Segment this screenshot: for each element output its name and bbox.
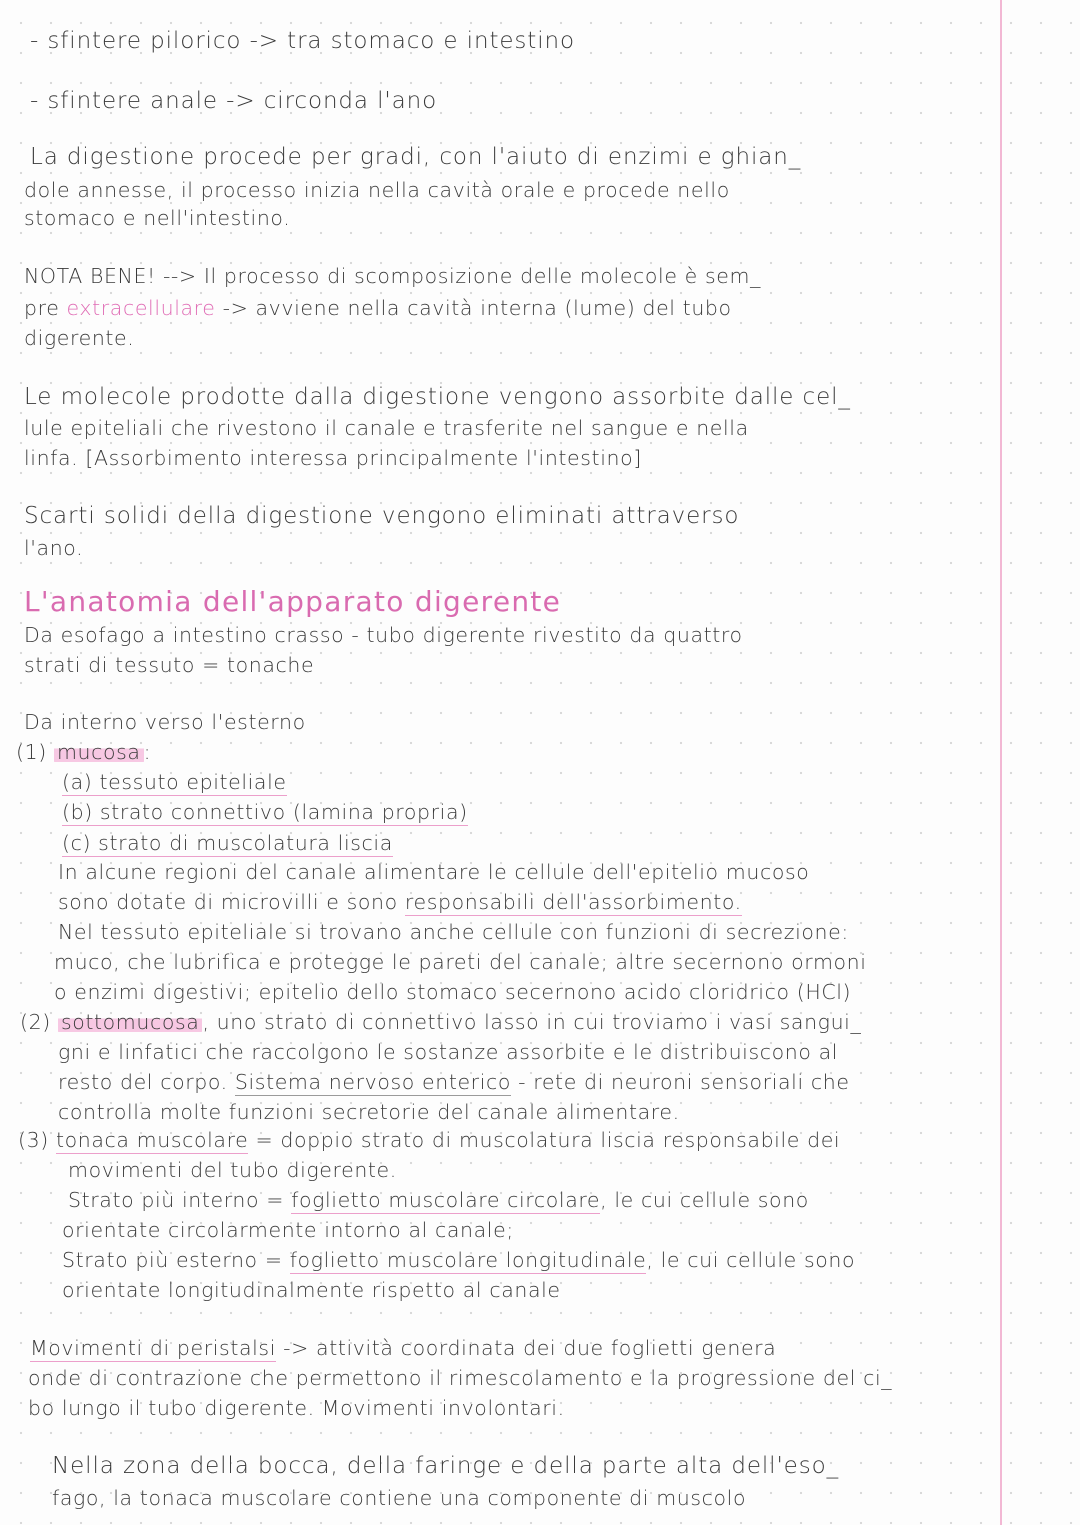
note-line	[62, 772, 287, 793]
note-text: :	[143, 740, 152, 764]
note-line: Nel tessuto epiteliale si trovano anche cellule con funzioni di secrezione:	[58, 920, 849, 944]
note-line: orientate longitudinalmente rispetto al canale	[62, 1278, 561, 1302]
note-line: In alcune regioni del canale alimentare le cellule dell'epitelio mucoso	[58, 860, 810, 884]
note-line: muco, che lubrifica e protegge le pareti del canale; altre secernono ormoni	[54, 950, 867, 974]
term-mucosa: mucosa	[54, 740, 144, 764]
note-line: orientate circolarmente intorno al canale;	[62, 1218, 514, 1242]
sub-item: (b) strato connettivo (lamina propria)	[62, 800, 468, 824]
list-number: (3)	[18, 1128, 49, 1152]
note-text: , le cui cellule sono	[646, 1248, 856, 1272]
note-line: digerente.	[24, 326, 135, 350]
note-line: Nella zona della bocca, della faringe e della parte alta dell'eso_	[52, 1453, 839, 1479]
list-number: (1)	[16, 740, 47, 764]
note-line: onde di contrazione che permettono il rimescolamento e la progressione del ci_	[28, 1366, 893, 1390]
note-line	[30, 1338, 776, 1359]
note-line	[24, 298, 732, 319]
note-line	[16, 742, 151, 763]
note-line	[18, 1130, 840, 1151]
term-tonaca-muscolare: tonaca muscolare	[55, 1128, 249, 1152]
note-line: gni e linfatici che raccolgono le sostanze assorbite e le distribuiscono al	[58, 1040, 839, 1064]
term-sistema-nervoso-enterico: Sistema nervoso enterico	[234, 1070, 512, 1094]
note-line	[24, 266, 761, 287]
note-line	[58, 892, 742, 913]
note-line: o enzimi digestivi; epitelio dello stomaco secernono acido cloridrico (HCl)	[54, 980, 852, 1004]
note-text: , le cui cellule sono	[600, 1188, 809, 1212]
nota-bene-label: NOTA BENE! -->	[24, 264, 197, 288]
note-line: bo lungo il tubo digerente. Movimenti involontari.	[28, 1396, 565, 1420]
note-text: Strato più esterno =	[62, 1248, 283, 1272]
note-line: Da esofago a intestino crasso - tubo digerente rivestito da quattro	[24, 623, 743, 647]
keyword-extracellulare: extracellulare	[66, 296, 216, 320]
note-line: La digestione procede per gradi, con l'aiuto di enzimi e ghian_	[30, 144, 802, 170]
note-line: stomaco e nell'intestino.	[24, 206, 291, 230]
note-line: Scarti solidi della digestione vengono eliminati attraverso	[24, 503, 740, 529]
note-line: strati di tessuto = tonache	[24, 653, 315, 677]
note-line: lule epiteliali che rivestono il canale e trasferite nel sangue e nella	[24, 416, 749, 440]
note-line	[58, 1072, 850, 1093]
note-line: Da interno verso l'esterno	[24, 710, 306, 734]
note-line	[62, 802, 468, 823]
note-text: sono dotate di microvilli e sono	[58, 890, 398, 914]
note-line: l'ano.	[24, 536, 84, 560]
note-text: Il processo di scomposizione delle molecole è sem_	[203, 264, 761, 288]
note-line: dole annesse, il processo inizia nella cavità orale e procede nello	[24, 178, 730, 202]
note-line	[68, 1190, 809, 1211]
list-number: (2)	[20, 1010, 51, 1034]
note-text: pre	[24, 296, 60, 320]
note-line: movimenti del tubo digerente.	[68, 1158, 397, 1182]
note-text: -> avviene nella cavità interna (lume) del tubo	[222, 296, 732, 320]
term-foglietto-longitudinale: foglietto muscolare longitudinale	[289, 1248, 647, 1272]
note-line	[62, 833, 393, 854]
note-text: Strato più interno =	[68, 1188, 284, 1212]
note-line: - sfintere anale -> circonda l'ano	[30, 88, 438, 114]
note-text: -> attività coordinata dei due foglietti genera	[283, 1336, 777, 1360]
section-title: L'anatomia dell'apparato digerente	[24, 585, 562, 618]
note-line: fago, la tonaca muscolare contiene una componente di muscolo	[52, 1486, 747, 1510]
note-line	[62, 1250, 855, 1271]
note-line: - sfintere pilorico -> tra stomaco e intestino	[30, 28, 575, 54]
term-foglietto-circolare: foglietto muscolare circolare	[291, 1188, 601, 1212]
note-text: , uno strato di connettivo lasso in cui troviamo i vasi sangui_	[202, 1010, 862, 1034]
note-line: controlla molte funzioni secretorie del canale alimentare.	[58, 1100, 680, 1124]
note-line: linfa. [Assorbimento interessa principalmente l'intestino]	[24, 446, 642, 470]
sub-item: (c) strato di muscolatura liscia	[62, 831, 393, 855]
underlined-text: responsabili dell'assorbimento.	[404, 890, 742, 914]
note-text: = doppio strato di muscolatura liscia responsabile dei	[255, 1128, 841, 1152]
term-sottomucosa: sottomucosa	[58, 1010, 202, 1034]
note-line	[20, 1012, 861, 1033]
notebook-margin-line	[1000, 0, 1002, 1525]
sub-item: (a) tessuto epiteliale	[62, 770, 287, 794]
note-line: Le molecole prodotte dalla digestione vengono assorbite dalle cel_	[24, 384, 851, 410]
note-text: resto del corpo.	[58, 1070, 228, 1094]
note-text: - rete di neuroni sensoriali che	[518, 1070, 850, 1094]
term-peristalsi: Movimenti di peristalsi	[30, 1336, 277, 1360]
